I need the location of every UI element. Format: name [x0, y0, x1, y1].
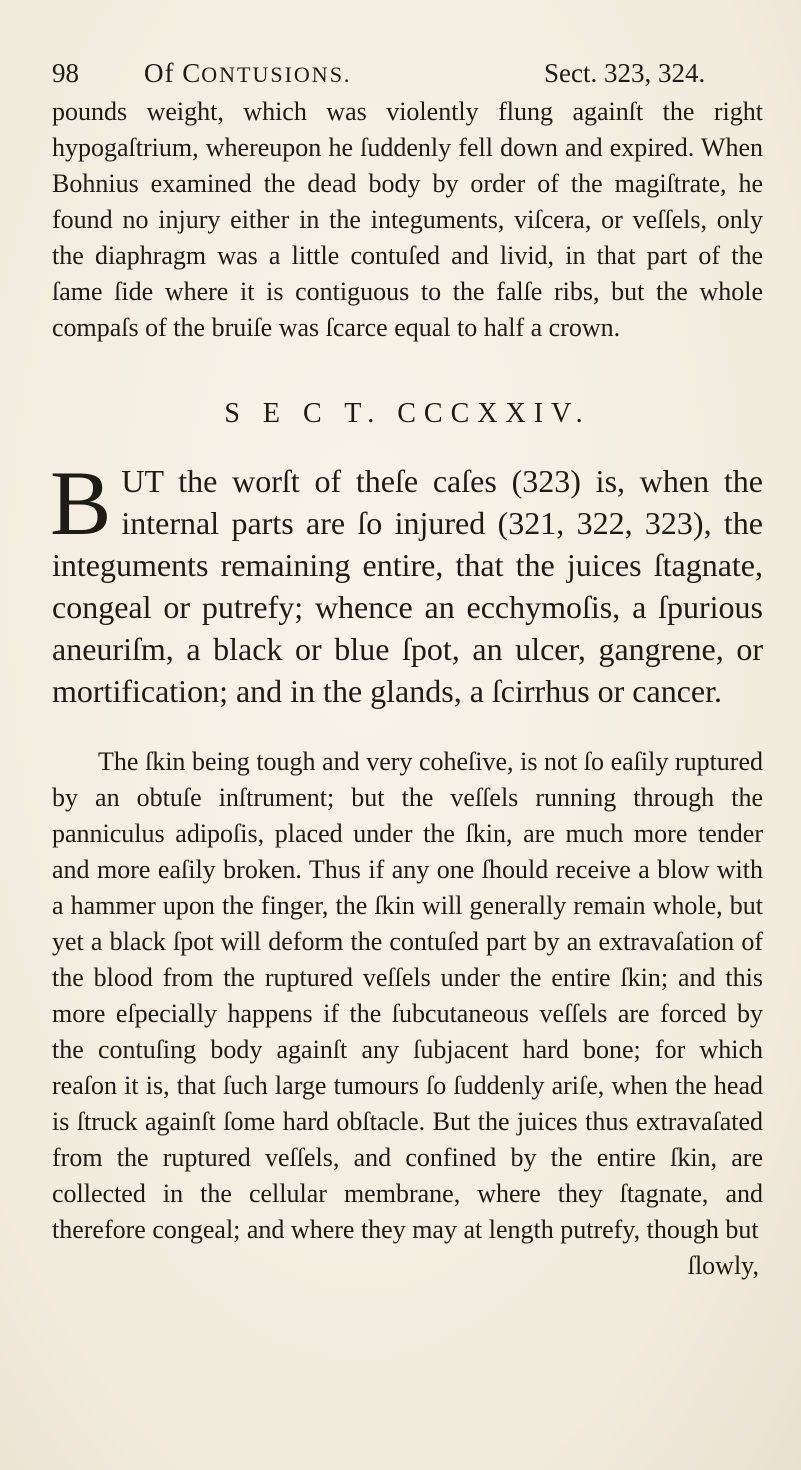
page-header: [52, 58, 763, 92]
running-title-rest: ONTUSIONS.: [201, 62, 352, 87]
commentary-paragraph: The ſkin being tough and very coheſive, is not ſo eaſily ruptured by an obtuſe inſtrument; but the veſſels running through the panniculus adipoſis, placed under the ſkin, are much more tender and more eaſily broken. Thus if any one ſhould receive a blow with a hammer upon the finger, the ſkin will generally remain whole, but yet a black ſpot will deform the contuſed part by an extravaſation of the blood from the ruptured veſſels under the entire ſkin; and this more eſpecially happens if the ſubcutaneous veſſels are forced by the contuſing body againſt any ſubjacent hard bone; for which reaſon it is, that ſuch large tumours ſo ſuddenly ariſe, when the head is ſtruck againſt ſome hard obſtacle. But the juices thus extravaſated from the ruptured veſſels, and confined by the entire ſkin, are collected in the cellular membrane, where they ſtagnate, and therefore congeal; and where they may at length putrefy, though but: [52, 747, 763, 1244]
aphorism-paragraph: [50, 452, 763, 712]
running-title: [144, 58, 544, 89]
intro-paragraph: pounds weight, which was violently flung againſt the right hypogaſtrium, whereupon he ſuddenly fell down and expired. When Bohnius examined the dead body by order of the magiſtrate, he found no injury either in the integuments, viſcera, or veſſels, only the diaphragm was a little contuſed and livid, in that part of the ſame ſide where it is contiguous to the falſe ribs, but the whole compaſs of the bruiſe was ſcarce equal to half a crown.: [52, 97, 763, 342]
page-number: 98: [52, 58, 79, 88]
running-title-prefix: Of C: [144, 58, 202, 88]
section-heading: S E C T. CCCXXIV.: [224, 398, 591, 429]
section-reference: Sect. 323, 324.: [544, 58, 706, 88]
aphorism-text: UT the worſt of theſe caſes (323) is, when the internal parts are ſo injured (321, 322, 323), the integuments remaining entire, that the juices ſtagnate, congeal or putrefy; whence an ecchymoſis, a ſpurious aneuriſm, a black or blue ſpot, an ulcer, gangrene, or mortification; and in the glands, a ſcirrhus or cancer.: [52, 463, 763, 709]
catchword: ſlowly,: [687, 1251, 759, 1280]
drop-cap: B: [50, 452, 112, 554]
